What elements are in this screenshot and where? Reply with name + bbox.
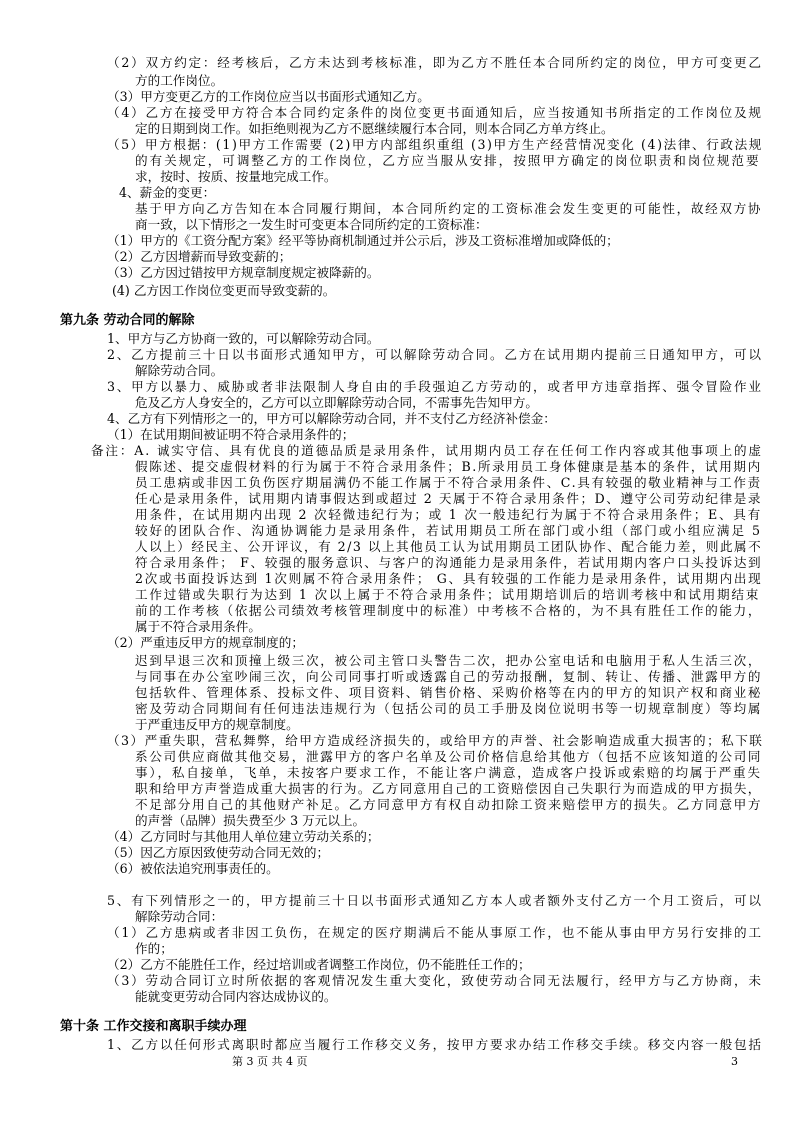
text-line: 1、甲方与乙方协商一致的，可以解除劳动合同。 (107, 331, 380, 346)
text-line: 事），私自接单，飞单，未按客户要求工作，不能让客户满意，造成客户投诉或索赔的均属于严重失 (135, 765, 762, 780)
section-heading: 第九条 劳动合同的解除 (60, 313, 195, 328)
text-line: （2）双方约定：经考核后，乙方未达到考核标准，即为乙方不胜任本合同所约定的岗位，甲方可变更乙 (107, 55, 763, 70)
text-line: （6）被依法追究刑事责任的。 (107, 861, 279, 876)
text-line: 职和给甲方声誉造成重大损害的行为。乙方同意用自己的工资赔偿因自己失职行为而造成的甲方损失， (135, 781, 762, 796)
text-line: （5）甲方根据：(1)甲方工作需要 (2)甲方内部组织重组 (3)甲方生产经营情况变化 (4)法律、行政法规 (107, 137, 763, 152)
text-line: 迟到早退三次和顶撞上级三次，被公司主管口头警告二次，把办公室电话和电脑用于私人生活三次， (135, 653, 763, 668)
text-line: 定的日期到岗工作。如拒绝则视为乙方不愿继续履行本合同，则本合同乙方单方终止。 (135, 121, 614, 136)
text-line: 3、甲方以暴力、威胁或者非法限制人身自由的手段强迫乙方劳动的，或者甲方违章指挥、强令冒险作业 (107, 379, 763, 394)
text-line: （1）乙方患病或者非因工负伤，在规定的医疗期满后不能从事原工作，也不能从事由甲方另行安排的工 (107, 925, 763, 940)
text-line: （5）因乙方原因致使劳动合同无效的； (107, 845, 330, 860)
text-line: 前的工作考核（依据公司绩效考核管理制度中的标准）中考核不合格的，为不具有胜任工作的能力， (135, 603, 763, 618)
text-line: 包括软件、管理体系、投标文件、项目资料、销售价格、采购价格等在内的甲方的知识产权和商业秘 (135, 685, 763, 700)
text-line: 较好的团队合作、沟通协调能力是录用条件，若试用期员工所在部门或小组（部门或小组应满足 5 (135, 523, 762, 538)
text-line: 5、有下列情形之一的，甲方提前三十日以书面形式通知乙方本人或者额外支付乙方一个月工资后，可以 (107, 893, 763, 908)
text-line: 用条件，在试用期内出现 2 次轻微违纪行为；或 1 次一般违纪行为属于不符合录用条件；E、具有 (135, 507, 762, 522)
text-line: 密及劳动合同期间有任何违法违规行为（包括公司的员工手册及岗位说明书等一切规章制度）等均属 (135, 701, 763, 716)
text-line: 的有关规定，可调整乙方的工作岗位，乙方应当服从安排，按照甲方确定的岗位职责和岗位规范要 (135, 153, 761, 168)
text-line: 符合录用条件； F、较强的服务意识、与客户的沟通能力是录用条件，若试用期内客户口头投诉达到 (135, 555, 763, 570)
text-line: （1）在试用期间被证明不符合录用条件的； (107, 427, 355, 442)
text-line: 的声誉（品牌）损失费至少 3 万元以上。 (135, 813, 366, 828)
text-line: 人以上）经民主、公开评议，有 2/3 以上其他员工认为试用期员工团队协作、配合能力差，则此属不 (135, 539, 763, 554)
text-line: （3）严重失职，营私舞弊，给甲方造成经济损失的，或给甲方的声誉、社会影响造成重大损害的；私下联 (107, 733, 764, 748)
page-label: 第 3 页 共 4 页 (232, 1055, 308, 1068)
text-line: 解除劳动合同： (135, 909, 224, 924)
text-line: 假陈述、提交虚假材料的行为属于不符合录用条件；B.所录用员工身体健康是基本的条件，试用期内 (135, 459, 762, 474)
text-line: 商一致，以下情形之一发生时可变更本合同所约定的工资标准： (135, 217, 488, 232)
page-number: 3 (731, 1055, 738, 1068)
text-line: 2、乙方提前三十日以书面形式通知甲方，可以解除劳动合同。乙方在试用期内提前三日通知甲方，可以 (107, 347, 763, 362)
text-line: 于严重违反甲方的规章制度。 (135, 717, 299, 732)
section-heading: 第十条 工作交接和离职手续办理 (60, 1019, 247, 1034)
text-line: （3）甲方变更乙方的工作岗位应当以书面形式通知乙方。 (107, 89, 430, 104)
text-line: 员工患病或非因工负伤医疗期届满仍不能工作属于不符合录用条件、C.具有较强的敬业精神与工作责 (135, 475, 762, 490)
text-line: （4）乙方在接受甲方符合本合同约定条件的岗位变更书面通知后，应当按通知书所指定的工作岗位及规 (107, 105, 763, 120)
text-line: 属于不符合录用条件。 (135, 619, 261, 634)
text-line: 4、乙方有下列情形之一的，甲方可以解除劳动合同，并不支付乙方经济补偿金： (107, 411, 556, 426)
text-line: （3）乙方因过错按甲方规章制度规定被降薪的。 (107, 265, 380, 280)
text-line: （1）甲方的《工资分配方案》经平等协商机制通过并公示后，涉及工资标准增加或降低的； (107, 233, 619, 248)
text-line: 不足部分用自己的其他财产补足。乙方同意甲方有权自动扣除工资来赔偿甲方的损失。乙方同意甲方 (135, 797, 763, 812)
text-line: 4、薪金的变更： (119, 185, 216, 200)
text-line: 系公司供应商做其他交易，泄露甲方的客户名单及公司价格信息给其他方（包括不应该知道的公司同 (135, 749, 763, 764)
text-line: 危及乙方人身安全的，乙方可以立即解除劳动合同，不需事先告知甲方。 (135, 395, 538, 410)
text-line: 1、乙方以任何形式离职时都应当履行工作移交义务，按甲方要求办结工作移交手续。移交内容一般包括 (107, 1037, 763, 1052)
text-line: （2）严重违反甲方的规章制度的； (107, 635, 304, 650)
text-line: 基于甲方向乙方告知在本合同履行期间，本合同所约定的工资标准会发生变更的可能性，故经双方协 (135, 201, 763, 216)
text-line: (4) 乙方因工作岗位变更而导致变薪的。 (112, 283, 336, 298)
text-line: 解除劳动合同。 (135, 363, 224, 378)
text-line: 方的工作岗位。 (135, 73, 224, 88)
text-line: 能就变更劳动合同内容达成协议的。 (135, 989, 337, 1004)
text-line: 作的； (135, 941, 173, 956)
text-line: 备注：A. 诚实守信、具有优良的道德品质是录用条件，试用期内员工存在任何工作内容或其他事项上的虚 (91, 443, 763, 458)
text-line: （2）乙方不能胜任工作，经过培训或者调整工作岗位，仍不能胜任工作的； (107, 957, 531, 972)
text-line: （4）乙方同时与其他用人单位建立劳动关系的； (107, 829, 380, 844)
text-line: 2次或书面投诉达到 1次则属不符合录用条件； G、具有较强的工作能力是录用条件，试用期内出现 (135, 571, 763, 586)
text-line: 与同事在办公室吵闹三次，向公司同事打听或透露自己的劳动报酬，复制、转让、传播、泄露甲方的 (135, 669, 763, 684)
text-line: 任心是录用条件，试用期内请事假达到或超过 2 天属于不符合录用条件；D、遵守公司劳动纪律是录 (135, 491, 763, 506)
text-line: （2）乙方因增薪而导致变薪的； (107, 249, 292, 264)
text-line: （3）劳动合同订立时所依据的客观情况发生重大变化，致使劳动合同无法履行，经甲方与乙方协商，未 (107, 973, 763, 988)
text-line: 求，按时、按质、按量地完成工作。 (135, 169, 337, 184)
text-line: 工作过错或失职行为达到 1 次以上属于不符合录用条件；试用期培训后的培训考核中和试用期结束 (135, 587, 761, 602)
